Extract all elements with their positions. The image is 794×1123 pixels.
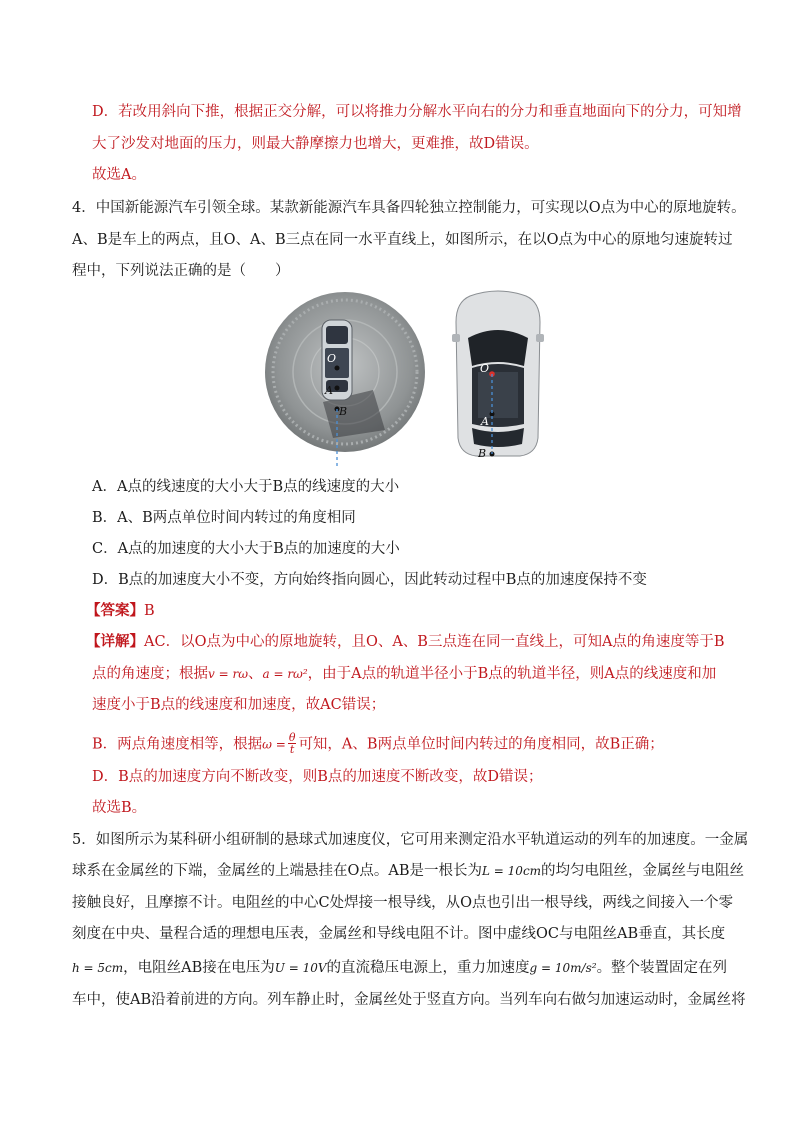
explain-label: 【详解】 xyxy=(86,633,144,650)
q4-explain-choice: 故选B。 xyxy=(92,800,147,816)
q5-line4: 刻度在中央、量程合适的理想电压表，金属丝和导线电阻不计。图中虚线OC与电阻丝AB垂直，其长度 xyxy=(72,926,726,942)
q5-line1: 5．如图所示为某科研小组研制的悬球式加速度仪，它可用来测定沿水平轨道运动的列车的加速度。一金属 xyxy=(72,832,749,848)
formula-sep: 、 xyxy=(247,666,263,682)
q4-explain-p2 xyxy=(92,733,664,756)
q4-stem-line1: 4．中国新能源汽车引领全球。某款新能源汽车具备四轮独立控制能力，可实现以O点为中心的原地旋转。 xyxy=(72,200,746,216)
q5-line5b: 的直流稳压电源上，重力加速度 xyxy=(326,960,530,976)
q4-stem-line3: 程中，下列说法正确的是（ ） xyxy=(72,263,290,279)
left-label-o: O xyxy=(327,352,337,365)
car-top-view xyxy=(450,288,546,460)
formula-omega-den: t xyxy=(289,743,295,756)
turntable-car-photo xyxy=(263,290,431,468)
explain-p1-line2a: 点的角速度；根据 xyxy=(92,666,208,682)
q4-option-a: A．A点的线速度的大小大于B点的线速度的大小 xyxy=(92,479,400,495)
formula-omega-num: θ xyxy=(288,731,296,744)
q5-line2a: 球系在金属丝的下端，金属丝的上端悬挂在O点。AB是一根长为 xyxy=(72,863,483,879)
q5-formula-l: L = 10cm xyxy=(482,864,542,878)
formula-fraction xyxy=(288,732,297,755)
q4-option-c: C．A点的加速度的大小大于B点的加速度的大小 xyxy=(92,541,400,557)
q5-line6: 车中，使AB沿着前进的方向。列车静止时，金属丝处于竖直方向。当列车向右做匀加速运动时，金属丝将 xyxy=(72,992,746,1008)
formula-a: a = rω² xyxy=(262,667,308,681)
q5-formula-u: U = 10V xyxy=(274,961,327,975)
right-label-o: O xyxy=(480,362,490,375)
formula-omega-lhs: ω = xyxy=(262,737,286,752)
q4-explain-line3: 速度小于B点的线速度和加速度，故AC错误； xyxy=(92,697,386,713)
q5-formula-g: g = 10m/s² xyxy=(529,961,597,975)
q4-explain-p3: D．B点的加速度方向不断改变，则B点的加速度不断改变，故D错误； xyxy=(92,769,543,785)
q5-line2 xyxy=(72,861,744,881)
q5-line2b: 的均匀电阻丝，金属丝与电阻丝 xyxy=(541,863,745,879)
q4-explain-line2 xyxy=(92,664,716,684)
right-label-a: A xyxy=(481,415,489,428)
explain-p1-line1: AC．以O点为中心的原地旋转，且O、A、B三点连在同一直线上，可知A点的角速度等于B xyxy=(144,634,725,650)
q5-line5c: 。整个装置固定在列 xyxy=(596,960,728,976)
answer-value: B xyxy=(144,603,155,619)
prev-option-d-line2: 大了沙发对地面的压力，则最大静摩擦力也增大，更难推，故D错误。 xyxy=(92,136,539,152)
answer-label: 【答案】 xyxy=(86,602,144,619)
prev-option-d-line1: D．若改用斜向下推，根据正交分解，可以将推力分解水平向右的分力和垂直地面向下的分力，可知增 xyxy=(92,104,742,120)
q4-answer xyxy=(86,601,155,621)
left-label-b: B xyxy=(339,405,348,418)
right-label-b: B xyxy=(478,447,487,460)
q5-line3: 接触良好，且摩擦不计。电阻丝的中心C处焊接一根导线，从O点也引出一根导线，两线之间接入一个零 xyxy=(72,895,733,911)
explain-p1-line2b: ，由于A点的轨道半径小于B点的轨道半径，则A点的线速度和加 xyxy=(307,666,717,682)
formula-v: v = rω xyxy=(208,667,248,681)
q5-line5a: ，电阻丝AB接在电压为 xyxy=(123,960,275,976)
q4-explain-line1 xyxy=(86,632,725,652)
explain-p2b: 可知，A、B两点单位时间内转过的角度相同，故B正确； xyxy=(298,736,664,753)
prev-answer-choice: 故选A。 xyxy=(92,167,146,183)
q4-option-b: B．A、B两点单位时间内转过的角度相同 xyxy=(92,510,356,526)
q5-formula-h: h = 5cm xyxy=(72,961,124,975)
explain-p2a: B．两点角速度相等，根据 xyxy=(92,736,263,753)
q4-option-d: D．B点的加速度大小不变，方向始终指向圆心，因此转动过程中B点的加速度保持不变 xyxy=(92,572,647,588)
left-label-a: A xyxy=(325,384,333,397)
q5-line5 xyxy=(72,958,727,978)
q4-stem-line2: A、B是车上的两点，且O、A、B三点在同一水平直线上，如图所示，在以O点为中心的原地匀速旋转过 xyxy=(72,232,733,248)
